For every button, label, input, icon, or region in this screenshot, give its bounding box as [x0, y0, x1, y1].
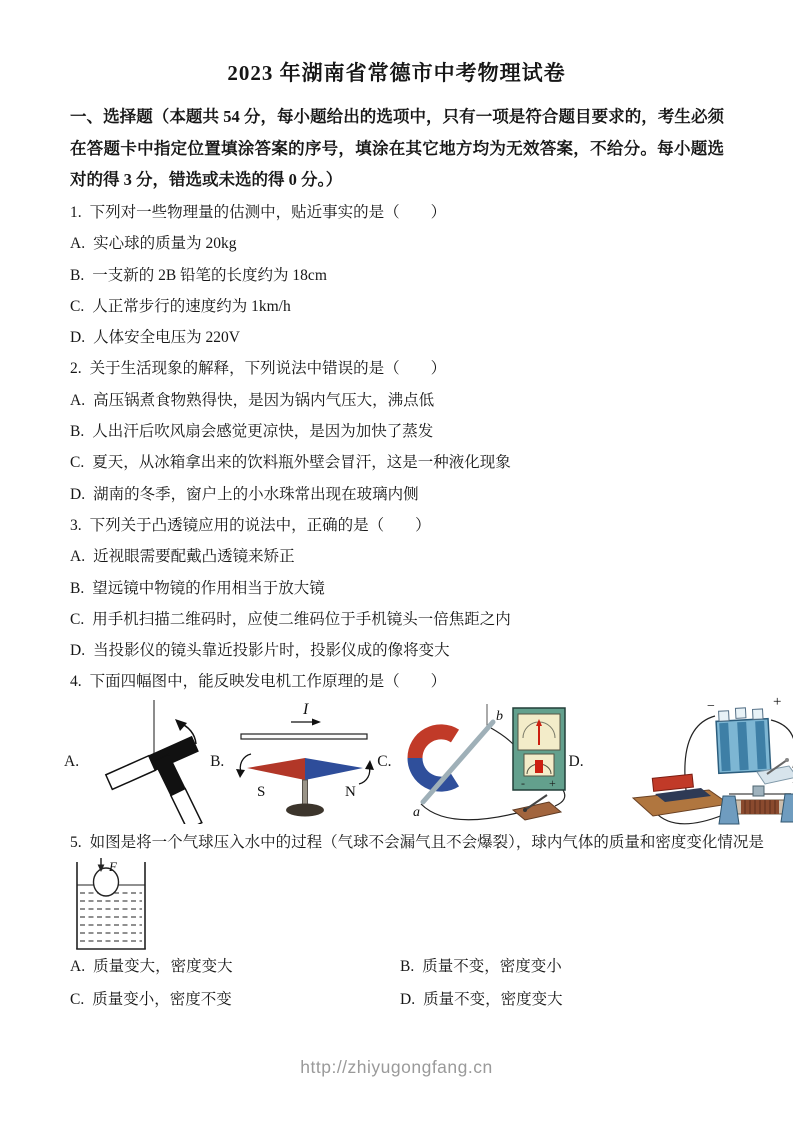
- question-1-option-c: [70, 291, 730, 322]
- question-5-option-b: [400, 951, 730, 984]
- question-3-option-d: [70, 635, 730, 666]
- option-label: A.: [70, 958, 86, 975]
- wire-switch-to-battery: [771, 720, 793, 768]
- question-5-options-row-2: [70, 984, 730, 1017]
- force-label: F: [109, 859, 117, 874]
- battery-minus-label: −: [706, 699, 715, 714]
- question-3-number: 3.: [70, 516, 82, 534]
- question-5-figure: [70, 858, 152, 959]
- battery-plus-label: +: [772, 694, 782, 710]
- option-label: B.: [70, 579, 85, 597]
- figure-option-b: [210, 700, 377, 824]
- option-text: 湖南的冬季，窗户上的小水珠常出现在玻璃内侧: [93, 485, 419, 503]
- option-label: D.: [400, 990, 416, 1008]
- right-rotation-arrowhead: [365, 760, 374, 770]
- question-5-options: [70, 951, 730, 1016]
- question-1-option-d: [70, 322, 730, 353]
- question-5-text: 如图是将一个气球压入水中的过程（气球不会漏气且不会爆裂），球内气体的质量和密度变化情况是: [89, 834, 764, 851]
- option-text: 当投影仪的镜头靠近投影片时，投影仪成的像将变大: [93, 642, 450, 660]
- option-label: C.: [70, 990, 85, 1008]
- question-1-option-b: [70, 260, 730, 291]
- south-label: S: [257, 784, 266, 800]
- option-label: A.: [70, 391, 86, 409]
- question-4-text: 下面四幅图中，能反映发电机工作原理的是（ ）: [89, 673, 447, 691]
- figure-option-d: [569, 694, 793, 830]
- figure-c-label: C.: [377, 753, 392, 770]
- switch-hinge: [523, 808, 527, 812]
- option-label: A.: [70, 235, 86, 253]
- compass-needle-south-half: [247, 758, 305, 780]
- question-3-option-c: [70, 604, 730, 635]
- wire-b-to-meter: [491, 728, 513, 744]
- battery-pack: [715, 707, 770, 774]
- option-label: D.: [70, 329, 86, 347]
- stand-base: [286, 804, 324, 817]
- question-2-number: 2.: [70, 360, 82, 378]
- questions-body: [70, 197, 730, 698]
- compass-under-wire-figure: [229, 700, 377, 824]
- option-label: B.: [70, 423, 85, 441]
- meter-minus-terminal: -: [520, 776, 525, 790]
- page-title: 2023 年湖南省常德市中考物理试卷: [227, 61, 566, 85]
- wire-switch-to-meter: [555, 790, 565, 806]
- option-label: C.: [70, 610, 85, 628]
- hanging-magnets-figure: [84, 700, 210, 824]
- option-text: 用手机扫描二维码时，应使二维码位于手机镜头一倍焦距之内: [92, 610, 511, 628]
- point-b-label: b: [495, 709, 503, 724]
- question-2-option-b: [70, 416, 730, 447]
- question-1-stem: [70, 197, 730, 228]
- question-2-stem: [70, 353, 730, 384]
- electromagnet-circuit-figure: [589, 694, 793, 830]
- figure-option-a: [64, 700, 210, 824]
- option-text: 人正常步行的速度约为 1km/h: [92, 297, 291, 315]
- question-2-option-a: [70, 385, 730, 416]
- switch-base: [513, 802, 561, 820]
- point-a-label: a: [412, 805, 420, 820]
- question-2-text: 关于生活现象的解释，下列说法中错误的是（ ）: [89, 360, 447, 378]
- option-text: 夏天，从冰箱拿出来的饮料瓶外壁会冒汗，这是一种液化现象: [92, 454, 511, 472]
- question-5-option-d: [400, 984, 730, 1017]
- suspended-bar-magnet: [106, 737, 198, 790]
- question-1-number: 1.: [70, 204, 82, 221]
- option-text: 一支新的 2B 铅笔的长度约为 18cm: [92, 266, 327, 284]
- rheostat-left-bracket: [719, 796, 739, 824]
- second-bar-magnet: [154, 754, 202, 824]
- option-label: B.: [400, 958, 415, 975]
- question-3-option-b: [70, 573, 730, 604]
- balloon-in-water-figure: [70, 858, 152, 954]
- electromagnet-bar-magnet: [652, 774, 693, 791]
- option-text: 质量不变，密度变小: [422, 958, 562, 975]
- question-5-option-c: [70, 984, 400, 1017]
- option-text: 实心球的质量为 20kg: [93, 235, 237, 253]
- question-5-options-row-1: [70, 951, 730, 984]
- question-1-text: 下列对一些物理量的估测中，贴近事实的是（ ）: [89, 204, 447, 221]
- figure-option-c: [377, 698, 568, 826]
- question-4-figures: [64, 696, 786, 828]
- question-2-option-c: [70, 447, 730, 478]
- wire-a-to-switch: [421, 804, 517, 820]
- option-text: 高压锅煮食物熟得快，是因为锅内气压大，沸点低: [93, 391, 435, 409]
- left-rotation-arrowhead: [236, 769, 245, 778]
- current-wire: [241, 734, 367, 739]
- option-label: D.: [70, 642, 86, 660]
- option-text: 望远镜中物镜的作用相当于放大镜: [92, 579, 325, 597]
- watermark-url: http://zhiyugongfang.cn: [300, 1057, 493, 1077]
- option-label: B.: [70, 266, 85, 284]
- stand-pole: [303, 780, 308, 807]
- figure-b-label: B.: [210, 753, 225, 770]
- option-label: C.: [70, 454, 85, 472]
- current-arrowhead: [312, 719, 321, 726]
- section-heading: 一、选择题（本题共 54 分，每小题给出的选项中，只有一项是符合题目要求的，考生必须在答题卡中指定位置填涂答案的序号，填涂在其它地方均为无效答案，不给分。每小题选对的得 3 分，错选或未选的得 0 分。）: [70, 107, 724, 189]
- question-2-option-d: [70, 479, 730, 510]
- question-1-option-a: [70, 228, 730, 259]
- option-label: D.: [70, 485, 86, 503]
- question-5-stem: [70, 829, 770, 856]
- option-label: C.: [70, 297, 85, 315]
- current-label: I: [303, 701, 309, 718]
- horseshoe-magnet-north-arm: [415, 732, 455, 758]
- question-5-option-a: [70, 951, 400, 984]
- horseshoe-magnet-galvanometer-figure: [397, 698, 569, 826]
- rheostat-coil-turns: [745, 800, 775, 814]
- option-text: 近视眼需要配戴凸透镜来矫正: [93, 548, 295, 566]
- figure-a-label: A.: [64, 753, 80, 770]
- question-5-number: 5.: [70, 834, 82, 851]
- rheostat-right-bracket: [781, 794, 793, 822]
- rotation-arrowhead: [175, 719, 187, 731]
- option-text: 人体安全电压为 220V: [93, 329, 240, 347]
- north-label: N: [345, 784, 357, 800]
- coil-window-magnet: [535, 760, 543, 773]
- question-3-text: 下列关于凸透镜应用的说法中，正确的是（ ）: [89, 516, 431, 534]
- left-rotation-arrow: [241, 754, 252, 772]
- question-4-number: 4.: [70, 673, 82, 691]
- compass-needle-north-half: [305, 758, 363, 780]
- question-3-stem: [70, 510, 730, 541]
- rheostat-slider: [753, 786, 764, 796]
- option-label: A.: [70, 548, 86, 566]
- meter-plus-terminal: +: [548, 776, 556, 790]
- option-text: 质量变大，密度变大: [93, 958, 233, 975]
- water-dashed-lines: [80, 893, 142, 941]
- question-3-option-a: [70, 541, 730, 572]
- option-text: 质量变小，密度不变: [92, 990, 232, 1008]
- option-text: 人出汗后吹风扇会感觉更凉快，是因为加快了蒸发: [92, 423, 434, 441]
- switch-knob: [785, 758, 789, 762]
- option-text: 质量不变，密度变大: [423, 990, 563, 1008]
- figure-d-label: D.: [568, 753, 584, 770]
